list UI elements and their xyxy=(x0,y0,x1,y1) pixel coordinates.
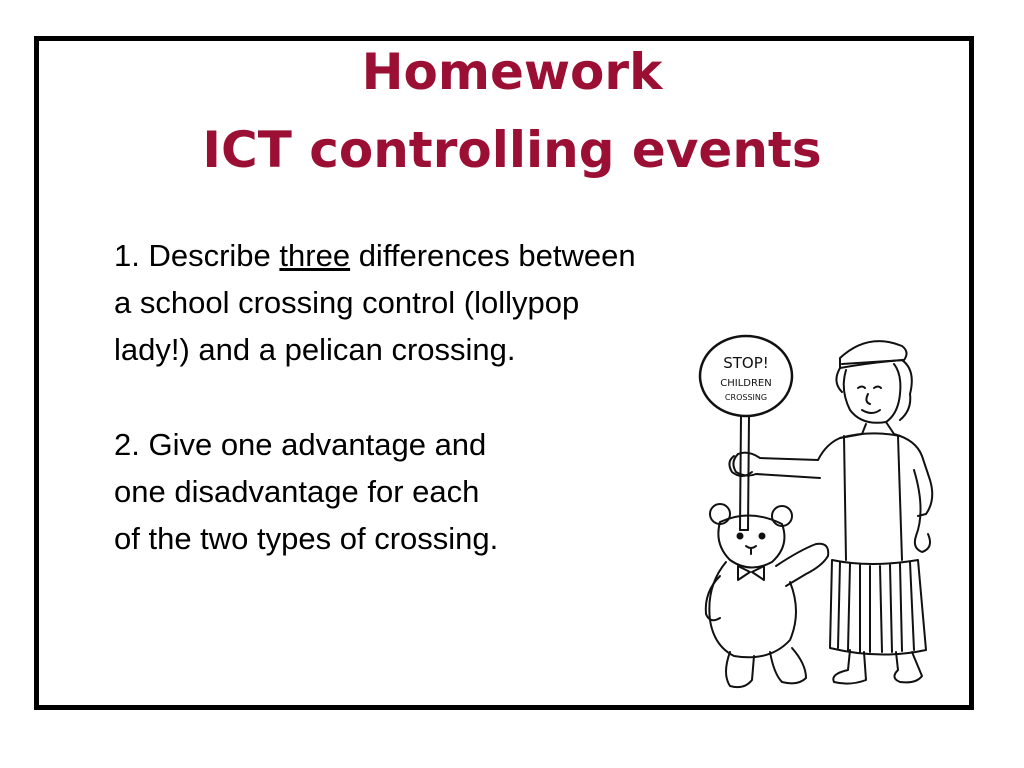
stop-sign-line-1: STOP! xyxy=(723,354,769,372)
stop-sign xyxy=(700,336,792,416)
teddy-bear xyxy=(706,504,828,687)
stop-sign-line-2: CHILDREN xyxy=(720,378,772,389)
question-1-line-3: lady!) and a pelican crossing. xyxy=(114,332,516,367)
question-1-line-1 xyxy=(114,232,636,279)
question-2 xyxy=(114,421,498,562)
question-1-line-1-rest: differences between xyxy=(350,238,636,273)
question-2-line-3: of the two types of crossing. xyxy=(114,521,499,556)
question-1-prefix: 1. Describe xyxy=(114,238,280,273)
question-2-line-2: one disadvantage for each xyxy=(114,474,480,509)
lollipop-lady-illustration xyxy=(690,330,960,692)
question-1-emphasis: three xyxy=(279,238,351,273)
question-1 xyxy=(114,232,636,373)
question-2-line-1: 2. Give one advantage and xyxy=(114,427,487,462)
sign-pole xyxy=(740,416,749,530)
slide-title-line-1: Homework xyxy=(361,43,663,101)
question-1-line-2: a school crossing control (lollypop xyxy=(114,285,580,320)
stop-sign-line-3: CROSSING xyxy=(724,393,768,402)
slide-title-line-2: ICT controlling events xyxy=(202,121,822,179)
